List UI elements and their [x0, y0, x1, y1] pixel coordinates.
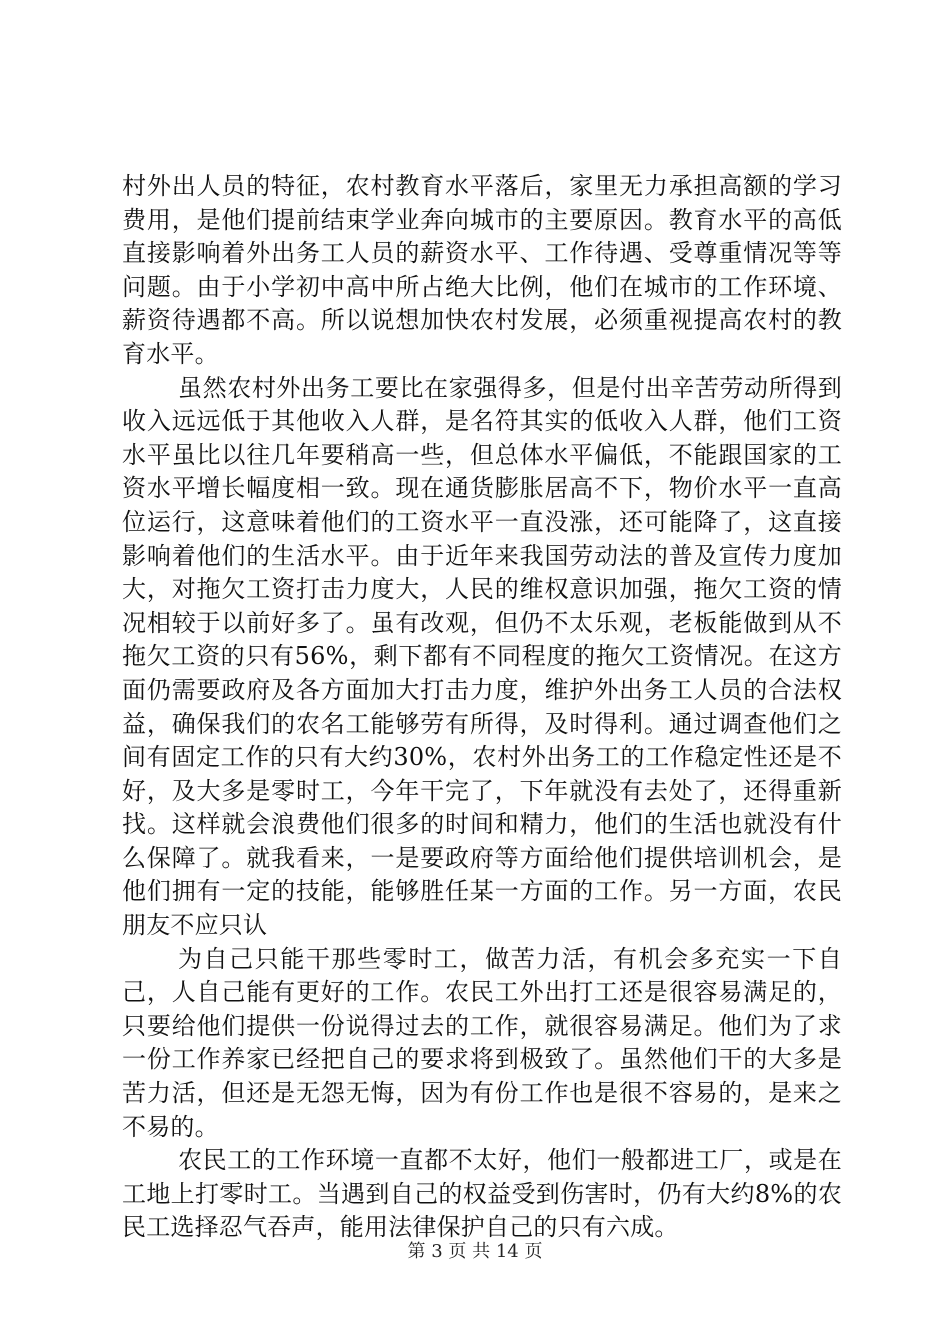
- paragraph-1: 村外出人员的特征，农村教育水平落后，家里无力承担高额的学习费用，是他们提前结束学业奔向城市的主要原因。教育水平的高低直接影响着外出务工人员的薪资水平、工作待遇、受尊重情况等等问题。由于小学初中高中所占绝大比例，他们在城市的工作环境、薪资待遇都不高。所以说想加快农村发展，必须重视提高农村的教育水平。: [122, 172, 842, 368]
- paragraph-4: 农民工的工作环境一直都不太好，他们一般都进工厂，或是在工地上打零时工。当遇到自己的权益受到伤害时，仍有大约8%的农民工选择忍气吞声，能用法律保护自己的只有六成。: [122, 1146, 842, 1242]
- paragraph-2: 虽然农村外出务工要比在家强得多，但是付出辛苦劳动所得到收入远远低于其他收入人群，是名符其实的低收入人群，他们工资水平虽比以往几年要稍高一些，但总体水平偏低，不能跟国家的工资水平增长幅度相一致。现在通货膨胀居高不下，物价水平一直高位运行，这意味着他们的工资水平一直没涨，还可能降了，这直接影响着他们的生活水平。由于近年来我国劳动法的普及宣传力度加大，对拖欠工资打击力度大，人民的维权意识加强，拖欠工资的情况相较于以前好多了。虽有改观，但仍不太乐观，老板能做到从不拖欠工资的只有56%，剩下都有不同程度的拖欠工资情况。在这方面仍需要政府及各方面加大打击力度，维护外出务工人员的合法权益，确保我们的农名工能够劳有所得，及时得利。通过调查他们之间有固定工作的只有大约30%，农村外出务工的工作稳定性还是不好，及大多是零时工，今年干完了，下年就没有去处了，还得重新找。这样就会浪费他们很多的时间和精力，他们的生活也就没有什么保障了。就我看来，一是要政府等方面给他们提供培训机会，是他们拥有一定的技能，能够胜任某一方面的工作。另一方面，农民朋友不应只认: [122, 373, 842, 940]
- body-text: [122, 170, 842, 1245]
- page-number-footer: 第 3 页 共 14 页: [407, 1241, 543, 1262]
- paragraph-3: 为自己只能干那些零时工，做苦力活，有机会多充实一下自己，人自己能有更好的工作。农民工外出打工还是很容易满足的，只要给他们提供一份说得过去的工作，就很容易满足。他们为了求一份工作养家已经把自己的要求将到极致了。虽然他们干的大多是苦力活，但还是无怨无悔，因为有份工作也是很不容易的，是来之不易的。: [122, 944, 842, 1141]
